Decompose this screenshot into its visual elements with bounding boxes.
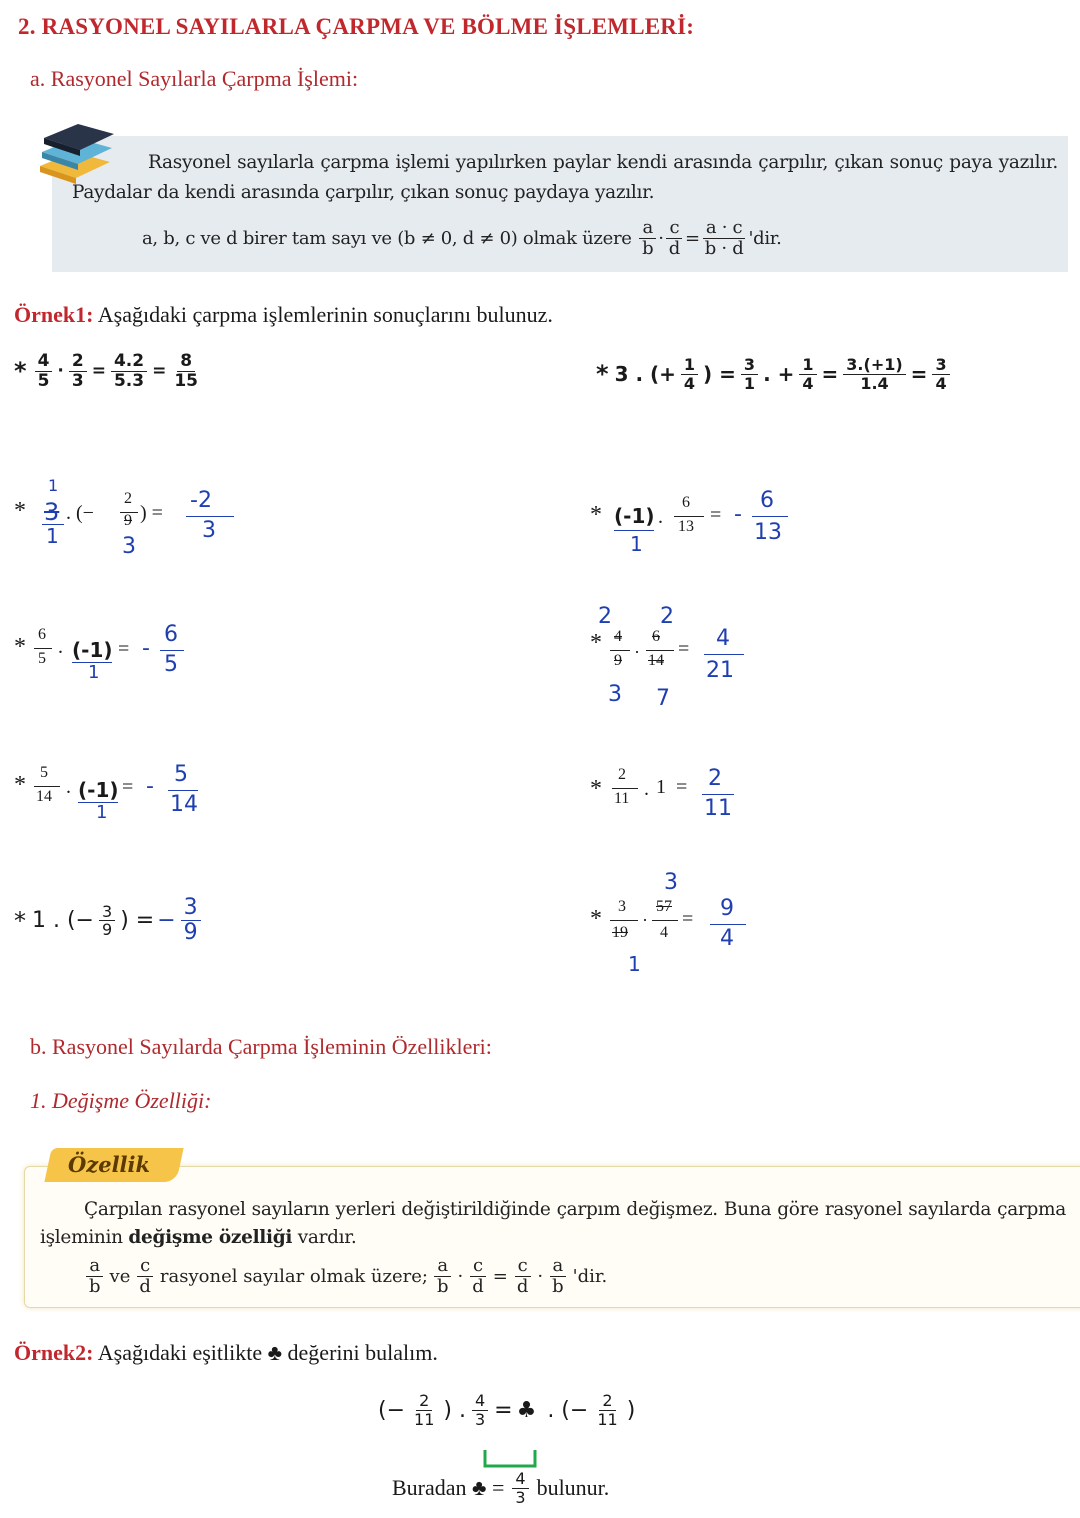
example1-label: Örnek1: xyxy=(14,302,94,327)
green-bracket xyxy=(482,1448,538,1470)
example2-equation: (− $\frac{2}{11}$ ) . $\frac{4}{3}$ = ♣ . (− $\frac{2}{11}$ ) xyxy=(378,1391,636,1429)
property-tag-label: Özellik xyxy=(68,1152,151,1177)
frac-product: $\frac{a \cdot c}{b \cdot d}$ xyxy=(704,217,744,259)
exercise-7: * 5 14 . (-1) 1 = - 5 14 xyxy=(14,762,198,823)
page-title: 2. RASYONEL SAYILARLA ÇARPMA VE BÖLME İŞLEMLERİ: xyxy=(18,14,695,39)
exercise-2: * 3 . (+ $\frac{1}{4}$ ) = $\frac{3}{1}$ . + $\frac{1}{4}$ = $\frac{3.(+1)}{1.4}$ = $\frac{3}{4}$ xyxy=(596,356,952,392)
exercise-3: * 1 3 1 . (− 2 9 3 ) = -2 3 xyxy=(14,478,254,574)
frac-a-b: $\frac{a}{b}$ xyxy=(639,218,656,259)
club-symbol: ♣ xyxy=(516,1397,537,1423)
exercise-4: * (-1) 1 . 6 13 = - 6 13 xyxy=(590,488,810,568)
property-bold: değişme özelliği xyxy=(128,1227,293,1248)
section-a-heading: a. Rasyonel Sayılarla Çarpma İşlemi: xyxy=(30,66,359,91)
exercise-9: * 1 . (− $\frac{3}{9}$ ) = − $\frac{3}{9}$ xyxy=(14,896,203,945)
info-formula: a, b, c ve d birer tam sayı ve (b ≠ 0, d ≠ 0) olmak üzere $\frac{a}{b}$ · $\frac{c}{d}$ = $\frac{a \cdot c}{b \cdot d}$ 'dir. xyxy=(142,217,782,259)
frac-c-d: $\frac{c}{d}$ xyxy=(666,218,683,259)
formula-suffix: 'dir. xyxy=(748,227,782,249)
commutative-heading: 1. Değişme Özelliği: xyxy=(30,1088,212,1113)
property-formula: $\frac{a}{b}$ ve $\frac{c}{d}$ rasyonel sayılar olmak üzere; $\frac{a}{b}$ · $\frac{c}{d}$ = $\frac{c}{d}$ · $\frac{a}{b}$ 'dir. xyxy=(84,1256,607,1297)
property-paragraph: Çarpılan rasyonel sayıların yerleri değiştirildiğinde çarpım değişmez. Buna göre rasyonel sayılarda çarpma işleminin değişme özelliği vardır. xyxy=(40,1199,1066,1248)
example2-text: Aşağıdaki eşitlikte ♣ değerini bulalım. xyxy=(97,1340,438,1365)
exercise-5: * 6 5 . (-1) 1 = - 6 5 xyxy=(14,622,234,692)
exercise-8: * 2 11 . 1 = 2 11 xyxy=(590,766,732,821)
exercise-10: 3 * 3 19 · 57 4 = 9 4 1 xyxy=(590,870,790,980)
info-paragraph: Rasyonel sayılarla çarpma işlemi yapılırken paylar kendi arasında çarpılır, çıkan sonuç paya yazılır. Paydalar da kendi arasında çarpılır, çıkan sonuç paydaya yazılır. xyxy=(72,152,1058,203)
example2-label: Örnek2: xyxy=(14,1340,94,1365)
example2-heading xyxy=(14,1340,438,1366)
example1-text: Aşağıdaki çarpma işlemlerinin sonuçlarını bulunuz. xyxy=(97,302,553,327)
exercise-1: * $\frac{4}{5}$ · $\frac{2}{3}$ = $\frac{4.2}{5.3}$ = $\frac{8}{15}$ xyxy=(14,351,199,391)
example1-heading xyxy=(14,302,553,328)
formula-prefix: a, b, c ve d birer tam sayı ve (b ≠ 0, d ≠ 0) olmak üzere xyxy=(142,227,632,249)
exercise-6: 2 2 * 4 9 · 6 14 = 4 21 3 7 xyxy=(590,604,790,712)
result-line: Buradan ♣ = $\frac{4}{3}$ bulunur. xyxy=(392,1469,610,1507)
section-b-heading: b. Rasyonel Sayılarda Çarpma İşleminin Özellikleri: xyxy=(30,1034,492,1059)
